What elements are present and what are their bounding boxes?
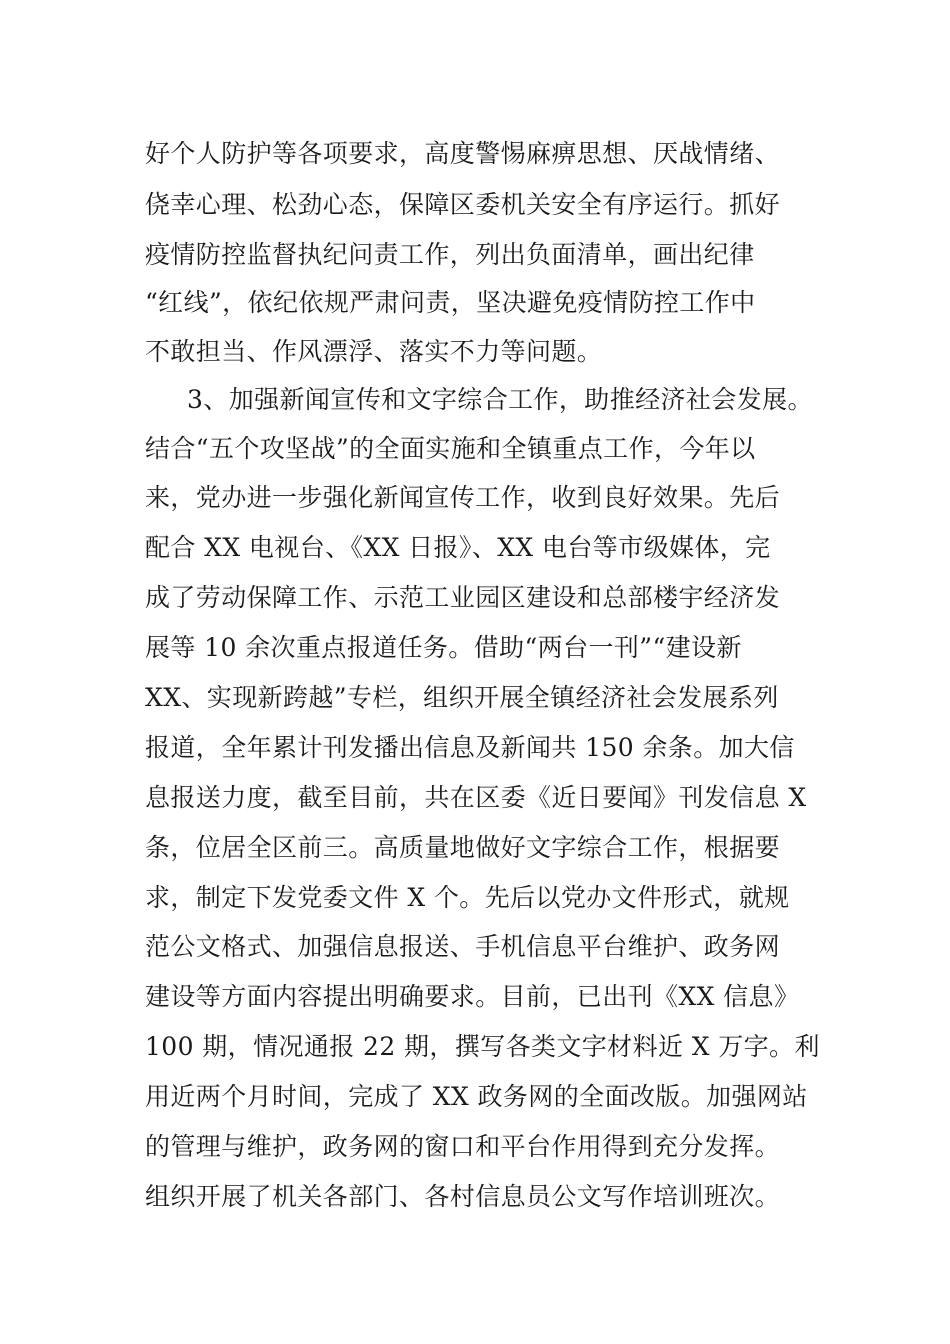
text-line: XX、实现新跨越”专栏，组织开展全镇经济社会发展系列	[145, 683, 779, 712]
text-line: “红线”，依纪依规严肃问责，坚决避免疫情防控工作中	[145, 288, 756, 317]
text-line: 配合 XX 电视台、《XX 日报》、XX 电台等市级媒体，完	[145, 533, 771, 562]
text-line: 范公文格式、加强信息报送、手机信息平台维护、政务网	[145, 932, 781, 961]
text-line: 组织开展了机关各部门、各村信息员公文写作培训班次。	[145, 1182, 781, 1211]
section-heading: 3、加强新闻宣传和文字综合工作，助推经济社会发展。	[187, 385, 813, 414]
text-line: 疫情防控监督执纪问责工作，列出负面清单，画出纪律	[145, 240, 755, 269]
text-line: 息报送力度，截至目前，共在区委《近日要闻》刊发信息 X	[145, 783, 807, 812]
text-line: 好个人防护等各项要求，高度警惕麻痹思想、厌战情绪、	[145, 139, 781, 168]
text-line: 结合“五个攻坚战”的全面实施和全镇重点工作，今年以	[145, 434, 756, 463]
text-line: 建设等方面内容提出明确要求。目前，已出刊《XX 信息》	[145, 982, 800, 1011]
text-line: 用近两个月时间，完成了 XX 政务网的全面改版。加强网站	[145, 1082, 808, 1111]
text-line: 报道，全年累计刊发播出信息及新闻共 150 余条。加大信	[145, 733, 795, 762]
text-line: 来，党办进一步强化新闻宣传工作，收到良好效果。先后	[145, 483, 781, 512]
text-line: 的管理与维护，政务网的窗口和平台作用得到充分发挥。	[145, 1132, 781, 1161]
text-line: 侥幸心理、松劲心态，保障区委机关安全有序运行。抓好	[145, 190, 781, 219]
text-line: 成了劳动保障工作、示范工业园区建设和总部楼宇经济发	[145, 583, 781, 612]
text-line: 条，位居全区前三。高质量地做好文字综合工作，根据要	[145, 833, 781, 862]
text-line: 100 期，情况通报 22 期，撰写各类文字材料近 X 万字。利	[145, 1032, 820, 1061]
text-line: 展等 10 余次重点报道任务。借助“两台一刊”“建设新	[145, 633, 742, 662]
text-line: 求，制定下发党委文件 X 个。先后以党办文件形式，就规	[145, 883, 790, 912]
text-line: 不敢担当、作风漂浮、落实不力等问题。	[145, 337, 603, 366]
